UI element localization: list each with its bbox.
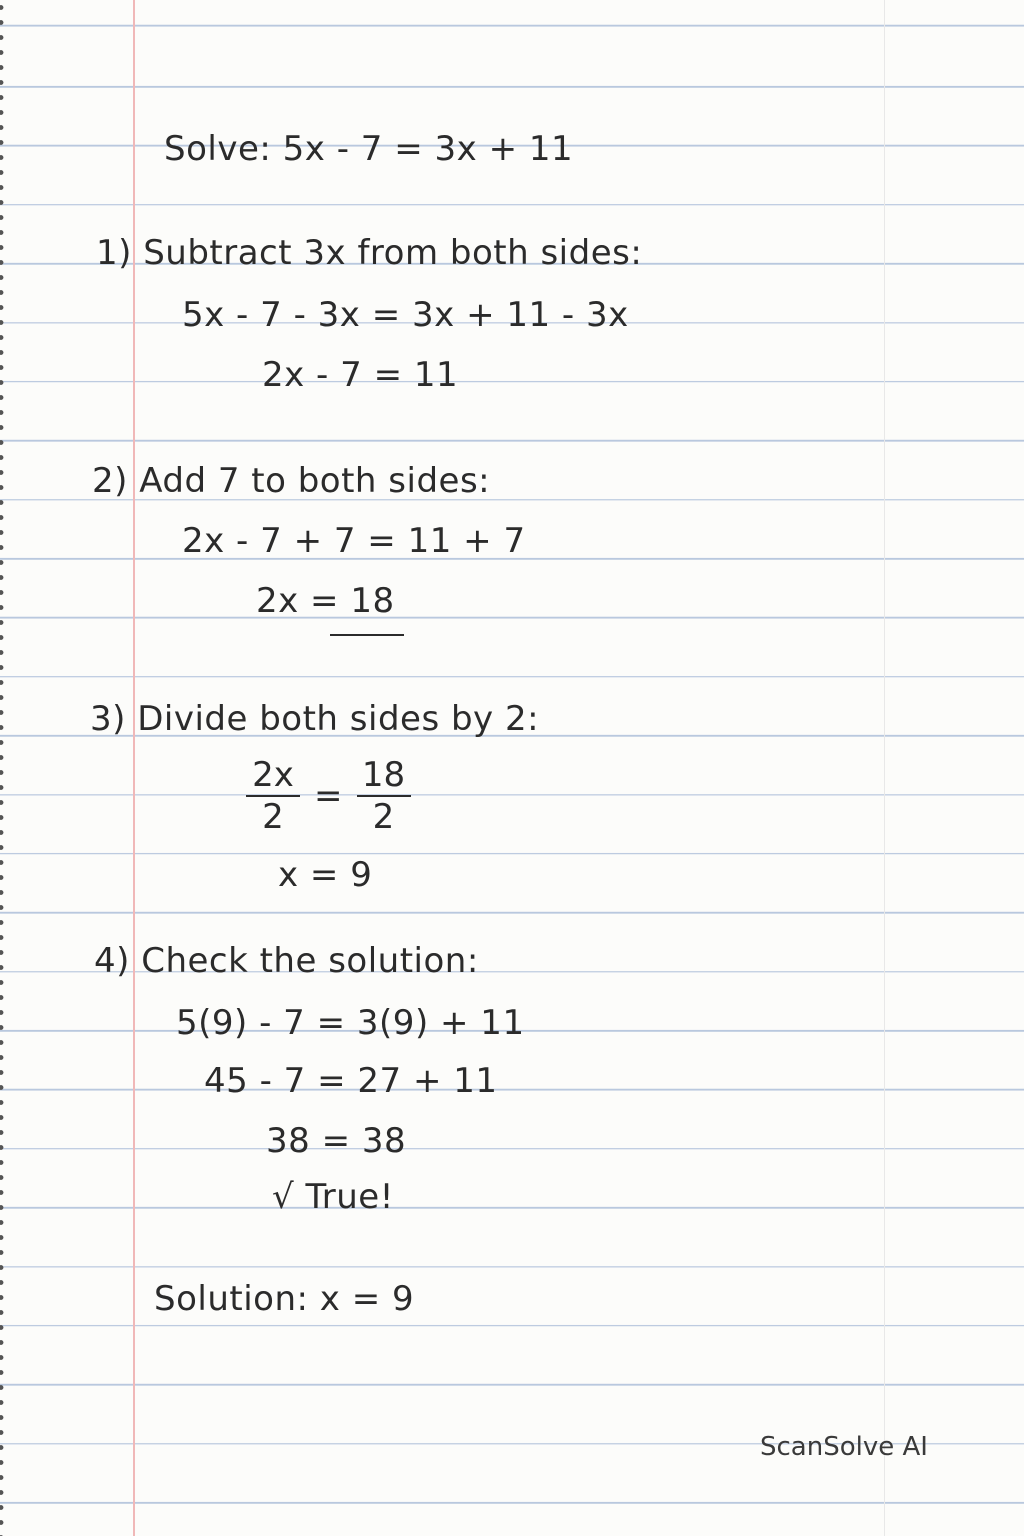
step-4-heading: 4) Check the solution: (94, 941, 479, 981)
fraction-equation (246, 755, 411, 837)
problem-statement: Solve: 5x - 7 = 3x + 11 (164, 129, 574, 169)
right-rule-line (884, 0, 885, 1536)
left-fraction (246, 755, 300, 837)
step-2-heading: 2) Add 7 to both sides: (92, 461, 491, 501)
step-1-line-1: 5x - 7 - 3x = 3x + 11 - 3x (182, 295, 629, 335)
step-3-line-1: x = 9 (278, 855, 373, 895)
right-fraction (357, 755, 411, 837)
right-denominator: 2 (372, 797, 395, 837)
left-numerator: 2x (252, 755, 294, 795)
brand-watermark: ScanSolve AI (760, 1432, 928, 1462)
right-numerator: 18 (361, 755, 406, 795)
result-underline (330, 634, 404, 636)
step-4-line-4: √ True! (272, 1177, 394, 1217)
equals-sign: = (314, 776, 343, 816)
spiral-binding (0, 0, 8, 1536)
margin-line (133, 0, 135, 1536)
step-2-line-2: 2x = 18 (256, 581, 395, 621)
left-denominator: 2 (262, 797, 284, 837)
step-1-line-2: 2x - 7 = 11 (262, 355, 459, 395)
step-4-line-2: 45 - 7 = 27 + 11 (204, 1061, 498, 1101)
step-1-heading: 1) Subtract 3x from both sides: (96, 233, 643, 273)
solution-line: Solution: x = 9 (154, 1279, 415, 1319)
step-4-line-1: 5(9) - 7 = 3(9) + 11 (176, 1003, 525, 1043)
step-2-line-1: 2x - 7 + 7 = 11 + 7 (182, 521, 526, 561)
step-3-heading: 3) Divide both sides by 2: (90, 699, 540, 739)
step-4-line-3: 38 = 38 (266, 1121, 407, 1161)
